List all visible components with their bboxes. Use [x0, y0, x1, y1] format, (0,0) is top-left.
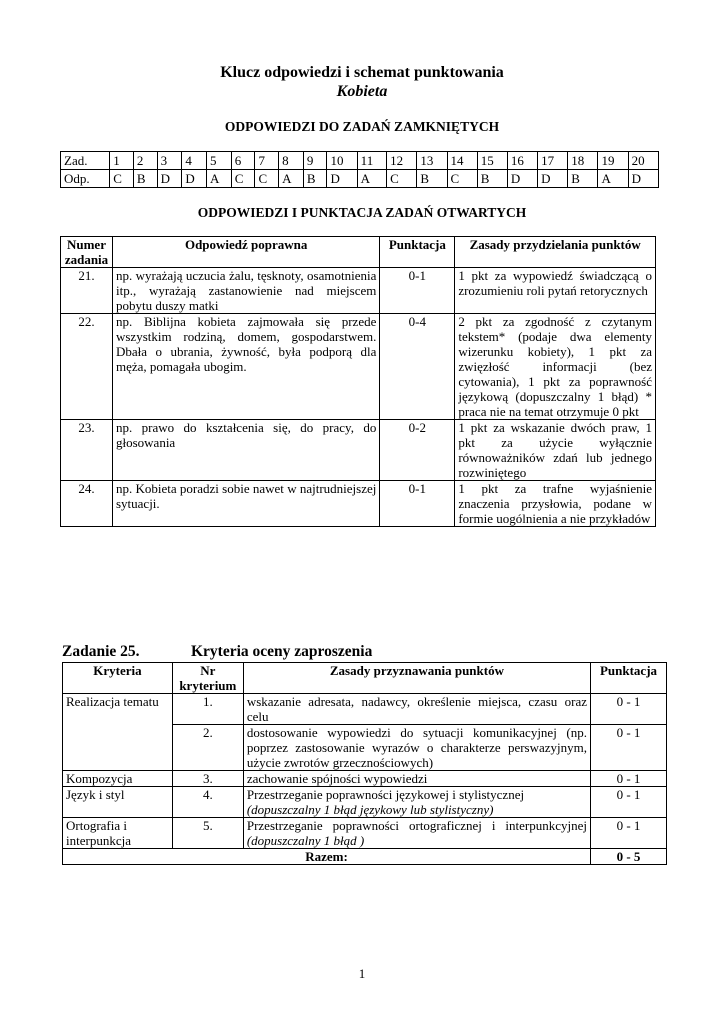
task-number-cell: 19 [598, 152, 628, 170]
answer-cell: B [417, 170, 447, 188]
task-answer: np. Biblijna kobieta zajmowała się przede wszystkim rodziną, domem, gospodarstwem. Dbała o ubrania, żywność, była podporą dla męża, pomagała ubogim. [112, 314, 379, 420]
task-number: 23. [61, 420, 113, 481]
task-number-cell: 7 [255, 152, 279, 170]
document-title: Klucz odpowiedzi i schemat punktowania [220, 64, 504, 81]
answer-cell: A [598, 170, 628, 188]
header-scoring-rules: Zasady przyznawania punktów [243, 663, 590, 694]
answer-cell: C [387, 170, 417, 188]
row-label-task: Zad. [61, 152, 110, 170]
criterion-number: 1. [172, 694, 243, 725]
page-number: 1 [358, 966, 366, 981]
answer-cell: C [110, 170, 134, 188]
answer-cell: D [507, 170, 537, 188]
criterion-number: 5. [172, 818, 243, 849]
task-number: 22. [61, 314, 113, 420]
criterion-rule-note: (dopuszczalny 1 błąd językowy lub stylistyczny) [246, 802, 494, 817]
answer-cell: D [538, 170, 568, 188]
criterion-points: 0 - 1 [591, 787, 667, 818]
total-row [63, 849, 667, 865]
task-number-cell: 2 [133, 152, 157, 170]
criterion-number: 3. [172, 771, 243, 787]
answer-cell: A [357, 170, 386, 188]
criteria-table [62, 662, 667, 865]
closed-answers-table [60, 151, 659, 188]
header-points: Punktacja [380, 237, 455, 268]
task-number-cell: 6 [231, 152, 255, 170]
open-section-heading: ODPOWIEDZI I PUNKTACJA ZADAŃ OTWARTYCH [197, 205, 527, 220]
task-answer: np. wyrażają uczucia żalu, tęsknoty, osamotnienia itp., wyrażają zastanowienie nad miejscem pobytu duszy matki [112, 268, 379, 314]
answer-cell: C [447, 170, 477, 188]
task-number-cell: 9 [303, 152, 327, 170]
answer-cell: A [279, 170, 304, 188]
task-points: 0-4 [380, 314, 455, 420]
task25-heading [62, 643, 373, 661]
answer-cell: B [133, 170, 157, 188]
task-number-cell: 1 [110, 152, 134, 170]
task-number-cell: 15 [477, 152, 507, 170]
answer-cell: B [477, 170, 507, 188]
task-number-cell: 3 [157, 152, 182, 170]
criterion-rule: dostosowanie wypowiedzi do sytuacji komunikacyjnej (np. poprzez zastosowanie wyrazów o charakterze perswazyjnym, użycie zwrotów grzecznościowych) [243, 725, 590, 771]
criterion-number: 2. [172, 725, 243, 771]
task-number-cell: 10 [327, 152, 357, 170]
answer-cell: A [207, 170, 232, 188]
task-points: 0-2 [380, 420, 455, 481]
criterion-points: 0 - 1 [591, 694, 667, 725]
task-number-cell: 5 [207, 152, 232, 170]
task-number-cell: 14 [447, 152, 477, 170]
header-criterion-number: Nr kryterium [172, 663, 243, 694]
criterion-rule: Przestrzeganie poprawności językowej i stylistycznej [246, 787, 525, 802]
header-answer: Odpowiedź poprawna [112, 237, 379, 268]
criterion-rule-note: (dopuszczalny 1 błąd ) [246, 833, 365, 848]
table-row [63, 694, 667, 725]
total-label: Razem: [63, 849, 591, 865]
header-rules: Zasady przydzielania punktów [455, 237, 656, 268]
criterion-number: 4. [172, 787, 243, 818]
task-number-cell: 8 [279, 152, 304, 170]
header-points: Punktacja [591, 663, 667, 694]
answer-cell: B [303, 170, 327, 188]
task-rules: 2 pkt za zgodność z czytanym tekstem* (podaje dwa elementy wizerunku kobiety), 1 pkt za zwięzłość informacji (bez cytowania), 1 pkt za poprawność językową (dopuszczalny 1 błąd) * praca nie na temat otrzymuje 0 pkt [455, 314, 656, 420]
task-rules: 1 pkt za wskazanie dwóch praw, 1 pkt za użycie wyłącznie równoważników zdań lub jednego rozwiniętego [455, 420, 656, 481]
open-answers-table [60, 236, 656, 527]
answer-cell: D [157, 170, 182, 188]
criterion-rule: Przestrzeganie poprawności ortograficznej i interpunkcyjnej [246, 818, 588, 833]
answer-cell: C [231, 170, 255, 188]
header-number: Numer zadania [61, 237, 113, 268]
task-number-cell: 4 [182, 152, 207, 170]
criterion-points: 0 - 1 [591, 818, 667, 849]
answer-cell: C [255, 170, 279, 188]
table-row [61, 314, 656, 420]
answer-cell: D [628, 170, 658, 188]
task-number-cell: 12 [387, 152, 417, 170]
answer-cell: D [327, 170, 357, 188]
task-number: 21. [61, 268, 113, 314]
criterion-rule: zachowanie spójności wypowiedzi [243, 771, 590, 787]
task-answer: np. prawo do kształcenia się, do pracy, do głosowania [112, 420, 379, 481]
task-number-cell: 17 [538, 152, 568, 170]
task-number-cell: 18 [568, 152, 598, 170]
task-number-cell: 11 [357, 152, 386, 170]
task-number-cell: 20 [628, 152, 658, 170]
answer-row [61, 170, 659, 188]
task-number-cell: 13 [417, 152, 447, 170]
table-row [63, 771, 667, 787]
criterion-rule-cell [243, 787, 590, 818]
criteria-name: Język i styl [63, 787, 173, 818]
total-points: 0 - 5 [591, 849, 667, 865]
table-row [63, 787, 667, 818]
task-number-row [61, 152, 659, 170]
criterion-points: 0 - 1 [591, 771, 667, 787]
task-rules: 1 pkt za wypowiedź świadczącą o zrozumieniu roli pytań retorycznych [455, 268, 656, 314]
answer-cell: B [568, 170, 598, 188]
table-row [61, 268, 656, 314]
criteria-name: Kompozycja [63, 771, 173, 787]
header-criteria: Kryteria [63, 663, 173, 694]
criterion-rule-cell [243, 818, 590, 849]
document-subtitle: Kobieta [336, 83, 388, 100]
criterion-points: 0 - 1 [591, 725, 667, 771]
task-rules: 1 pkt za trafne wyjaśnienie znaczenia przysłowia, podane w formie uogólnienia a nie przykładów [455, 481, 656, 527]
criteria-name: Ortografia i interpunkcja [63, 818, 173, 849]
criteria-name: Realizacja tematu [63, 694, 173, 771]
task-answer: np. Kobieta poradzi sobie nawet w najtrudniejszej sytuacji. [112, 481, 379, 527]
task25-label: Zadanie 25. [62, 643, 140, 660]
closed-section-heading: ODPOWIEDZI DO ZADAŃ ZAMKNIĘTYCH [224, 119, 500, 134]
criterion-rule: wskazanie adresata, nadawcy, określenie miejsca, czasu oraz celu [243, 694, 590, 725]
task-number-cell: 16 [507, 152, 537, 170]
row-label-answer: Odp. [61, 170, 110, 188]
open-table-header [61, 237, 656, 268]
task-points: 0-1 [380, 481, 455, 527]
task-number: 24. [61, 481, 113, 527]
criteria-table-header [63, 663, 667, 694]
answer-cell: D [182, 170, 207, 188]
table-row [61, 481, 656, 527]
table-row [63, 818, 667, 849]
task-points: 0-1 [380, 268, 455, 314]
table-row [61, 420, 656, 481]
task25-title: Kryteria oceny zaproszenia [191, 643, 373, 660]
